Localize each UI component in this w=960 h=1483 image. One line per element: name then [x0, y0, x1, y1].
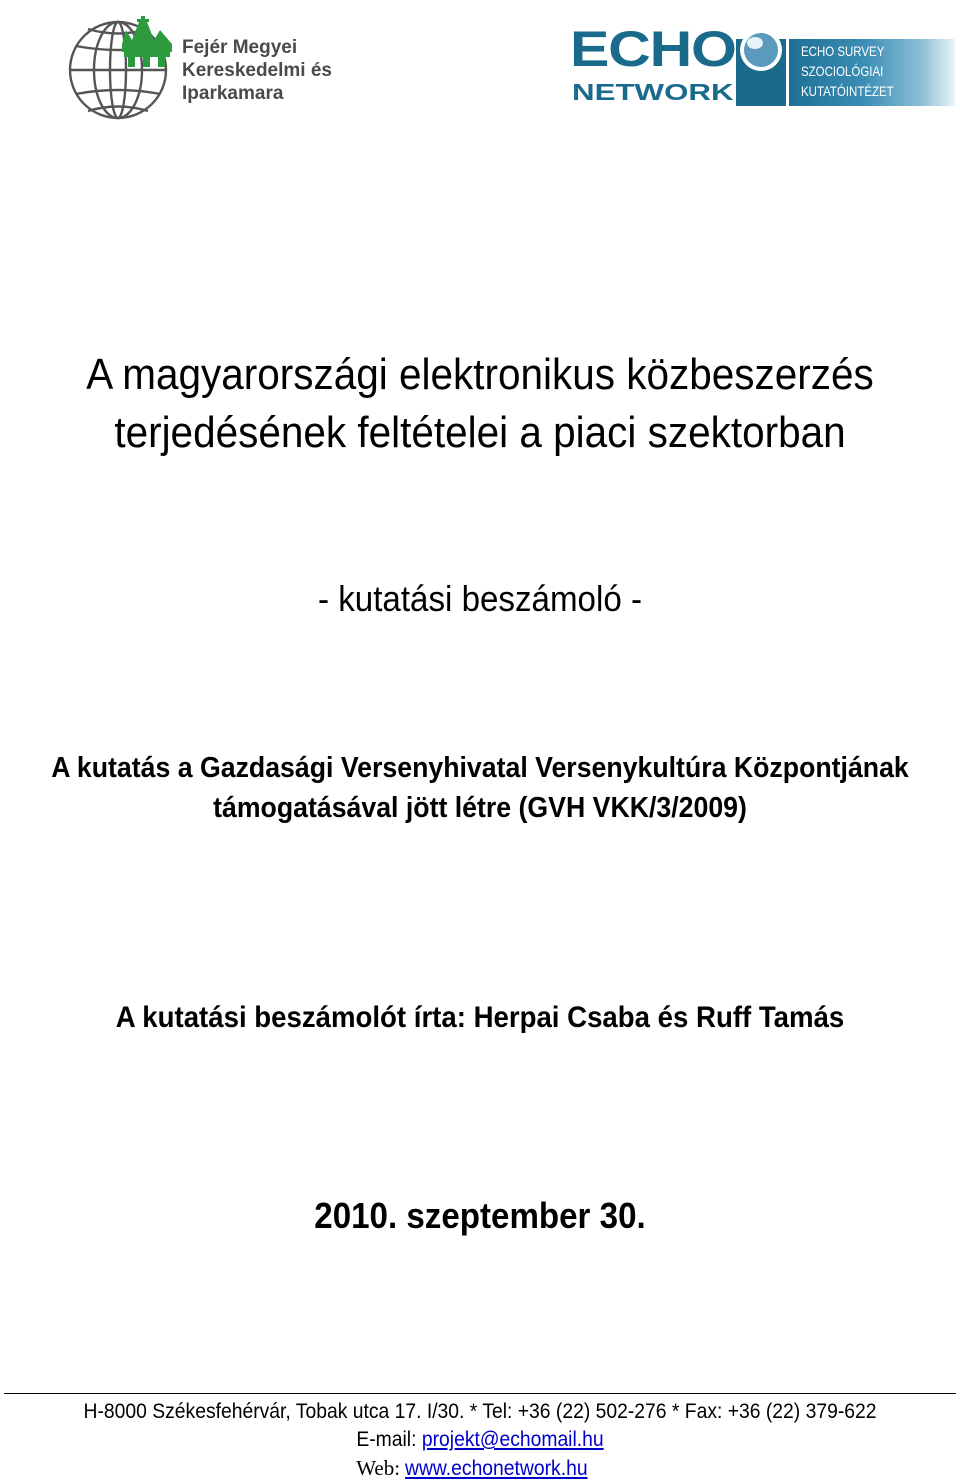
- globe-with-crown-icon: [66, 14, 178, 124]
- echo-survey-panel: [789, 39, 955, 106]
- footer-divider: [4, 1393, 956, 1394]
- chamber-logo-line: Fejér Megyei: [182, 37, 298, 58]
- chamber-logo-line: Kereskedelmi és: [182, 60, 332, 81]
- chamber-logo-text: [182, 36, 332, 105]
- support-statement-line-2: támogatásával jött létre (GVH VKK/3/2009): [213, 792, 747, 824]
- echo-network-logo: [570, 21, 955, 108]
- authors-line: A kutatási beszámolót írta: Herpai Csaba és Ruff Tamás: [115, 1001, 845, 1034]
- document-title-line-1: A magyarországi elektronikus közbeszerzés: [86, 350, 874, 399]
- email-link[interactable]: projekt@echomail.hu: [421, 1428, 604, 1451]
- email-label: E-mail:: [356, 1428, 422, 1451]
- footer-address: H-8000 Székesfehérvár, Tobak utca 17. I/30. * Tel: +36 (22) 502-276 * Fax: +36 (22) 379-622: [83, 1400, 877, 1423]
- echo-panel-line: ECHO SURVEY: [801, 43, 885, 59]
- echo-panel-line: SZOCIOLÓGIAI: [801, 63, 884, 79]
- web-link[interactable]: www.echonetwork.hu: [405, 1457, 588, 1480]
- footer-web-line: [0, 1454, 960, 1483]
- globe-icon: [736, 28, 786, 106]
- echo-logo-word: ECHO: [570, 21, 736, 77]
- web-label: Web:: [356, 1456, 406, 1480]
- document-title-line-2: terjedésének feltételei a piaci szektorban: [114, 408, 846, 457]
- echo-panel-line: KUTATÓINTÉZET: [801, 83, 894, 99]
- network-logo-word: NETWORK: [572, 79, 734, 105]
- document-date: 2010. szeptember 30.: [314, 1195, 646, 1236]
- document-subtitle: - kutatási beszámoló -: [318, 578, 642, 619]
- chamber-logo: [66, 14, 346, 124]
- support-statement-line-1: A kutatás a Gazdasági Versenyhivatal Versenykultúra Központjának: [51, 752, 909, 784]
- footer-email-line: [38, 1426, 921, 1454]
- chamber-logo-line: Iparkamara: [182, 83, 284, 104]
